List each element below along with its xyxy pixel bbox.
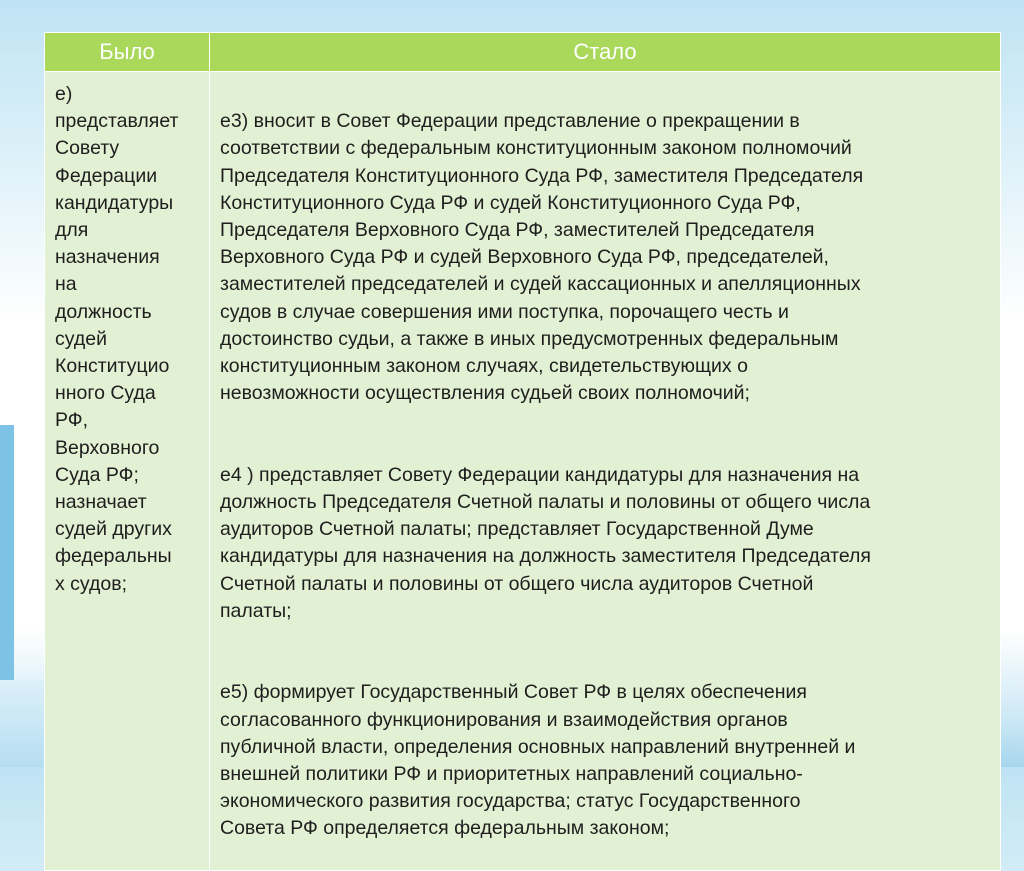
cell-was-text: е) представляет Совету Федерации кандидатуры для назначения на должность судей Конституцио нного Суда РФ, Верховного Суда РФ; назначает судей других федеральны х судов;: [45, 72, 210, 871]
header-now: Стало: [210, 33, 1001, 72]
header-row: [45, 33, 1001, 72]
table-body: [45, 72, 1001, 871]
paragraph-e4: е4 ) представляет Совету Федерации кандидатуры для назначения на должность Председателя Счетной палаты и половины от общего числа аудиторов Счетной палаты; представляет Государственной Думе кандидатуры для назначения на должность заместителя Председателя Счетной палаты и половины от общего числа аудиторов Счетной палаты;: [220, 463, 871, 622]
comparison-table: [44, 32, 1001, 871]
paragraph-e5: е5) формирует Государственный Совет РФ в целях обеспечения согласованного функционирования и взаимодействия органов публичной власти, определения основных направлений внутренней и внешней политики РФ и приоритетных направлений социально- экономического развития государства; статус Государственного Совета РФ определяется федеральным законом;: [220, 681, 856, 840]
table-header: [45, 33, 1001, 72]
header-was: Было: [45, 33, 210, 72]
table-row: [45, 72, 1001, 871]
paragraph-e3: е3) вносит в Совет Федерации представление о прекращении в соответствии с федеральным конституционным законом полномочий Председателя Конституционного Суда РФ, заместителя Председателя Конституционного Суда РФ и судей Конституционного Суда РФ, Председателя Верховного Суда РФ, заместителей Председателя Верховного Суда РФ и судей Верховного Суда РФ, председателей, заместителей председателей и судей кассационных и апелляционных судов в случае совершения ими поступка, порочащего честь и достоинство судьи, а также в иных предусмотренных федеральным конституционным законом случаях, свидетельствующих о невозможности осуществления судьей своих полномочий;: [220, 110, 864, 405]
cell-now-text: [210, 72, 1001, 871]
